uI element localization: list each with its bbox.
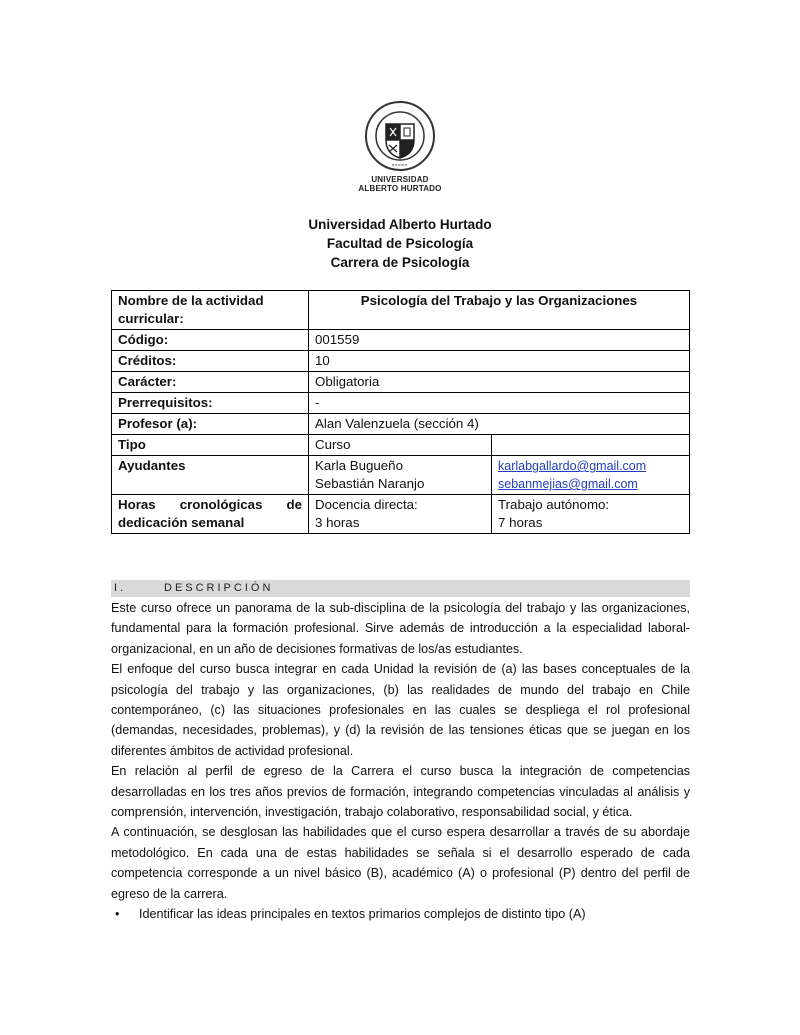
codigo-value: 001559 — [309, 330, 690, 351]
horas-word-3: de — [286, 497, 302, 512]
bullet-icon: • — [115, 907, 120, 922]
university-seal-icon — [364, 100, 436, 172]
caracter-label: Carácter: — [112, 372, 309, 393]
profesor-label: Profesor (a): — [112, 414, 309, 435]
description-body — [111, 598, 690, 925]
tipo-empty-cell — [492, 435, 690, 456]
ayudantes-names — [309, 456, 492, 495]
paragraph-3: En relación al perfil de egreso de la Carrera el curso busca la integración de competencias desarrolladas en los tres años previos de formación, integrando competencias vinculadas al análisis y comprensión, intervención, investigación, trabajo colaborativo, responsabilidad social, y ética. — [111, 764, 690, 820]
codigo-label: Código: — [112, 330, 309, 351]
course-info-table — [111, 290, 690, 534]
horas-word-2: cronológicas — [179, 497, 263, 512]
profesor-value: Alan Valenzuela (sección 4) — [309, 414, 690, 435]
bullet-text: Identificar las ideas principales en textos primarios complejos de distinto tipo (A) — [139, 907, 586, 922]
paragraph-2: El enfoque del curso busca integrar en cada Unidad la revisión de (a) las bases conceptuales de la psicología del trabajo y las organizaciones, (b) las realidades de mundo del trabajo en Chile contemporáneo, (c) las situaciones profesionales en las cuales se despliega el rol profesional (demandas, necesidades, problemas), y (d) la revisión de las tensiones éticas que se juegan en los diferentes ámbitos de actividad profesional. — [111, 662, 690, 758]
table-row — [112, 330, 690, 351]
skills-list — [111, 904, 690, 924]
docencia-cell — [309, 495, 492, 534]
horas-label-line-1 — [118, 496, 302, 514]
table-row — [112, 291, 690, 330]
ayudante-1-name: Karla Bugueño — [315, 458, 403, 473]
ayudante-2-name: Sebastián Naranjo — [315, 476, 425, 491]
table-row — [112, 393, 690, 414]
faculty-name: Facultad de Psicología — [326, 236, 474, 251]
table-row — [112, 414, 690, 435]
logo-line-1: UNIVERSIDAD — [371, 175, 429, 184]
ayudante-2-email-link[interactable]: sebanmejias@gmail.com — [498, 477, 638, 491]
section-title: DESCRIPCIÓN — [164, 582, 274, 594]
tipo-value: Curso — [309, 435, 492, 456]
docencia-value: 3 horas — [315, 515, 360, 530]
horas-label — [112, 495, 309, 534]
autonomo-label: Trabajo autónomo: — [498, 497, 610, 512]
horas-label-line-2: dedicación semanal — [118, 515, 245, 530]
career-name: Carrera de Psicología — [330, 255, 470, 270]
prerrequisitos-value: - — [309, 393, 690, 414]
paragraph-4: A continuación, se desglosan las habilidades que el curso espera desarrollar a través de su abordaje metodológico. En cada una de estas habilidades se señala si el desarrollo esperado de cada competencia corresponde a un nivel básico (B), académico (A) o profesional (P) dentro del perfil de egreso de la carrera. — [111, 825, 690, 901]
nombre-value: Psicología del Trabajo y las Organizaciones — [309, 291, 690, 330]
autonomo-cell — [492, 495, 690, 534]
logo-line-2: ALBERTO HURTADO — [358, 184, 442, 193]
ayudantes-label: Ayudantes — [112, 456, 309, 495]
creditos-value: 10 — [309, 351, 690, 372]
caracter-value: Obligatoria — [309, 372, 690, 393]
university-logo — [350, 100, 450, 192]
horas-word-1: Horas — [118, 497, 156, 512]
table-row — [112, 435, 690, 456]
section-number: I. — [114, 582, 127, 594]
table-row — [112, 495, 690, 534]
table-row — [112, 456, 690, 495]
ayudantes-emails — [492, 456, 690, 495]
university-name: Universidad Alberto Hurtado — [308, 217, 492, 232]
document-header — [0, 215, 800, 272]
docencia-label: Docencia directa: — [315, 497, 418, 512]
table-row — [112, 351, 690, 372]
list-item — [115, 904, 690, 924]
autonomo-value: 7 horas — [498, 515, 543, 530]
section-heading — [111, 580, 690, 597]
prerrequisitos-label: Prerrequisitos: — [112, 393, 309, 414]
tipo-label: Tipo — [112, 435, 309, 456]
creditos-label: Créditos: — [112, 351, 309, 372]
paragraph-1: Este curso ofrece un panorama de la sub-disciplina de la psicología del trabajo y las organizaciones, fundamental para la formación profesional. Sirve además de introducción a la especialidad laboral-organizacional, en un año de decisiones formativas de los/as estudiantes. — [111, 601, 690, 656]
nombre-label: Nombre de la actividad curricular: — [112, 291, 309, 330]
table-row — [112, 372, 690, 393]
ayudante-1-email-link[interactable]: karlabgallardo@gmail.com — [498, 459, 647, 473]
